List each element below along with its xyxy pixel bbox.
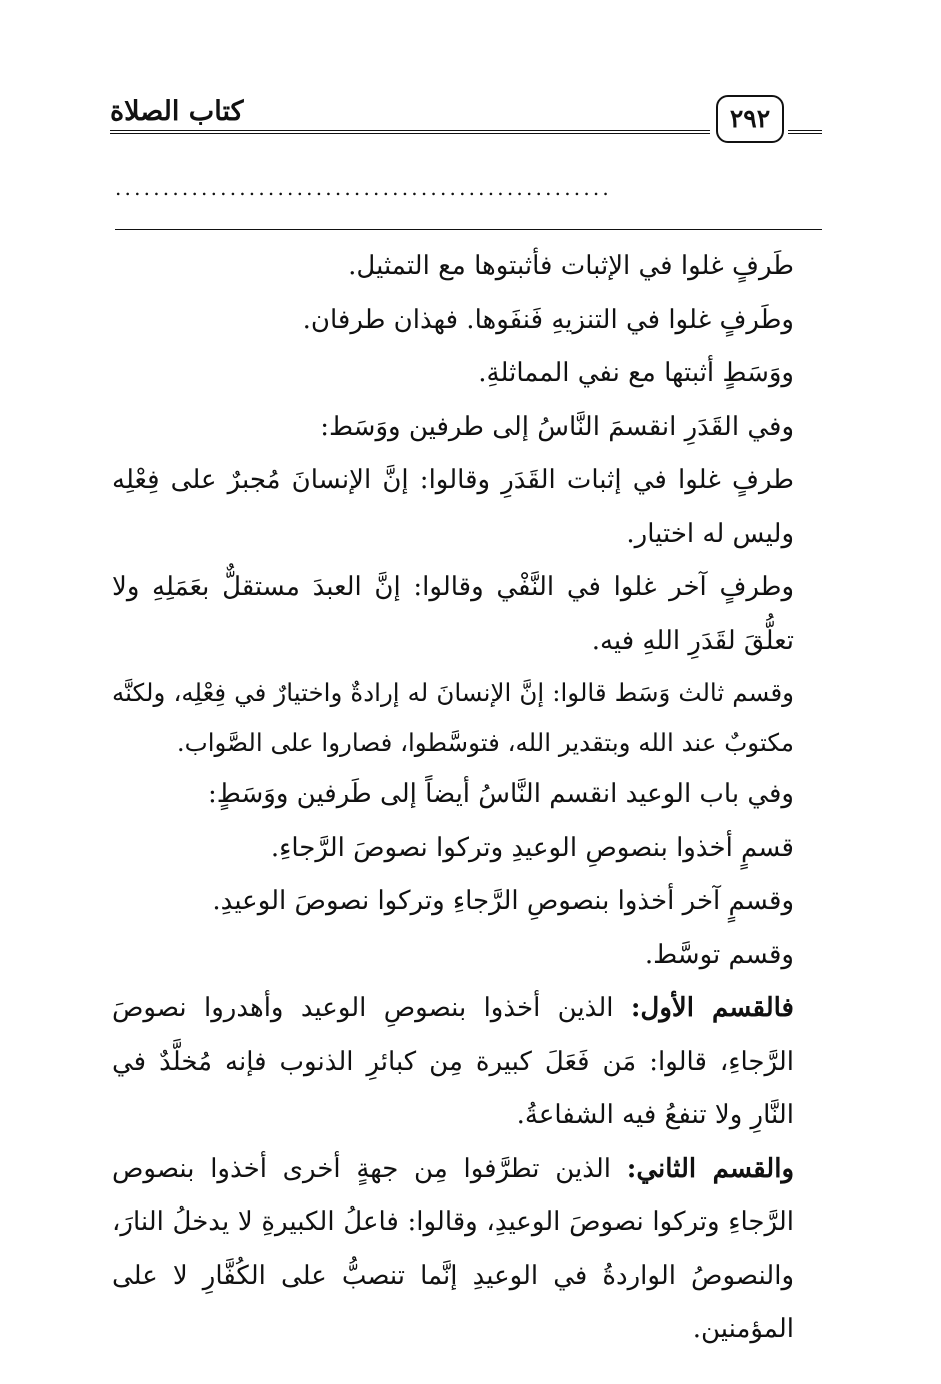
paragraph-text: الذين تطرَّفوا مِن جهةٍ أخرى أخذوا بنصوص الرَّجاءِ وتركوا نصوصَ الوعيدِ، وقالوا: فاعلُ الكبيرةِ لا يدخلُ النارَ، والنصوصُ الواردةُ في الوعيدِ إنَّما تنصبُّ على الكُفَّارِ لا على المؤمنين. <box>112 1153 794 1344</box>
header-side-rule <box>788 130 822 134</box>
page-number: ٢٩٢ <box>716 95 784 143</box>
header-rule <box>110 130 710 134</box>
running-title: كتاب الصلاة <box>110 96 244 127</box>
paragraph <box>112 982 822 1143</box>
dotted-separator: .................................................... <box>115 176 612 200</box>
paragraph: قسمٍ أخذوا بنصوصِ الوعيدِ وتركوا نصوصَ الرَّجاءِ. <box>270 832 794 863</box>
paragraph: وقسمٍ آخر أخذوا بنصوصِ الرَّجاءِ وتركوا نصوصَ الوعيدِ. <box>212 886 794 916</box>
content-divider <box>115 229 822 230</box>
paragraph <box>112 1143 822 1357</box>
paragraph: وطَرفٍ غلوا في التنزيهِ فَنفَوها. فهذان طرفان. <box>302 304 794 335</box>
page-header <box>110 92 822 152</box>
paragraph: طرفٍ غلوا في إثبات القَدَرِ وقالوا: إنَّ الإنسانَ مُجبرٌ على فِعْلِه وليس له اختيار. <box>112 465 794 549</box>
paragraph-text: الذين أخذوا بنصوصِ الوعيد وأهدروا نصوصَ الرَّجاءِ، قالوا: مَن فَعَلَ كبيرة مِن كبائرِ الذنوب فإنه مُخلَّدٌ في النَّارِ ولا تنفعُ فيه الشفاعةُ. <box>112 993 794 1130</box>
paragraph: وقسم ثالث وَسَط قالوا: إنَّ الإنسانَ له إرادةٌ واختيارٌ في فِعْلِه، ولكنَّه مكتوبٌ عند الله وبتقدير الله، فتوسَّطوا، فصاروا على الصَّواب. <box>112 678 794 757</box>
paragraph-lead: والقسم الثاني: <box>626 1153 795 1184</box>
paragraph: وطرفٍ آخر غلوا في النَّفْي وقالوا: إنَّ العبدَ مستقلٌّ بعَمَلِهِ ولا تعلُّقَ لقَدَرِ اللهِ فيه. <box>112 572 794 656</box>
paragraph-lead: فالقسم الأول: <box>630 993 794 1023</box>
page-body <box>112 240 822 1357</box>
paragraph: وفي القَدَرِ انقسمَ النَّاسُ إلى طرفين ووَسَط: <box>320 411 794 442</box>
paragraph: وقسم توسَّط. <box>644 939 794 970</box>
paragraph: وفي باب الوعيد انقسم النَّاسُ أيضاً إلى طَرفين ووَسَطٍ: <box>208 779 794 809</box>
paragraph: طَرفٍ غلوا في الإثبات فأثبتوها مع التمثيل. <box>348 251 794 281</box>
paragraph: ووَسَطٍ أثبتها مع نفي المماثلةِ. <box>478 358 794 388</box>
